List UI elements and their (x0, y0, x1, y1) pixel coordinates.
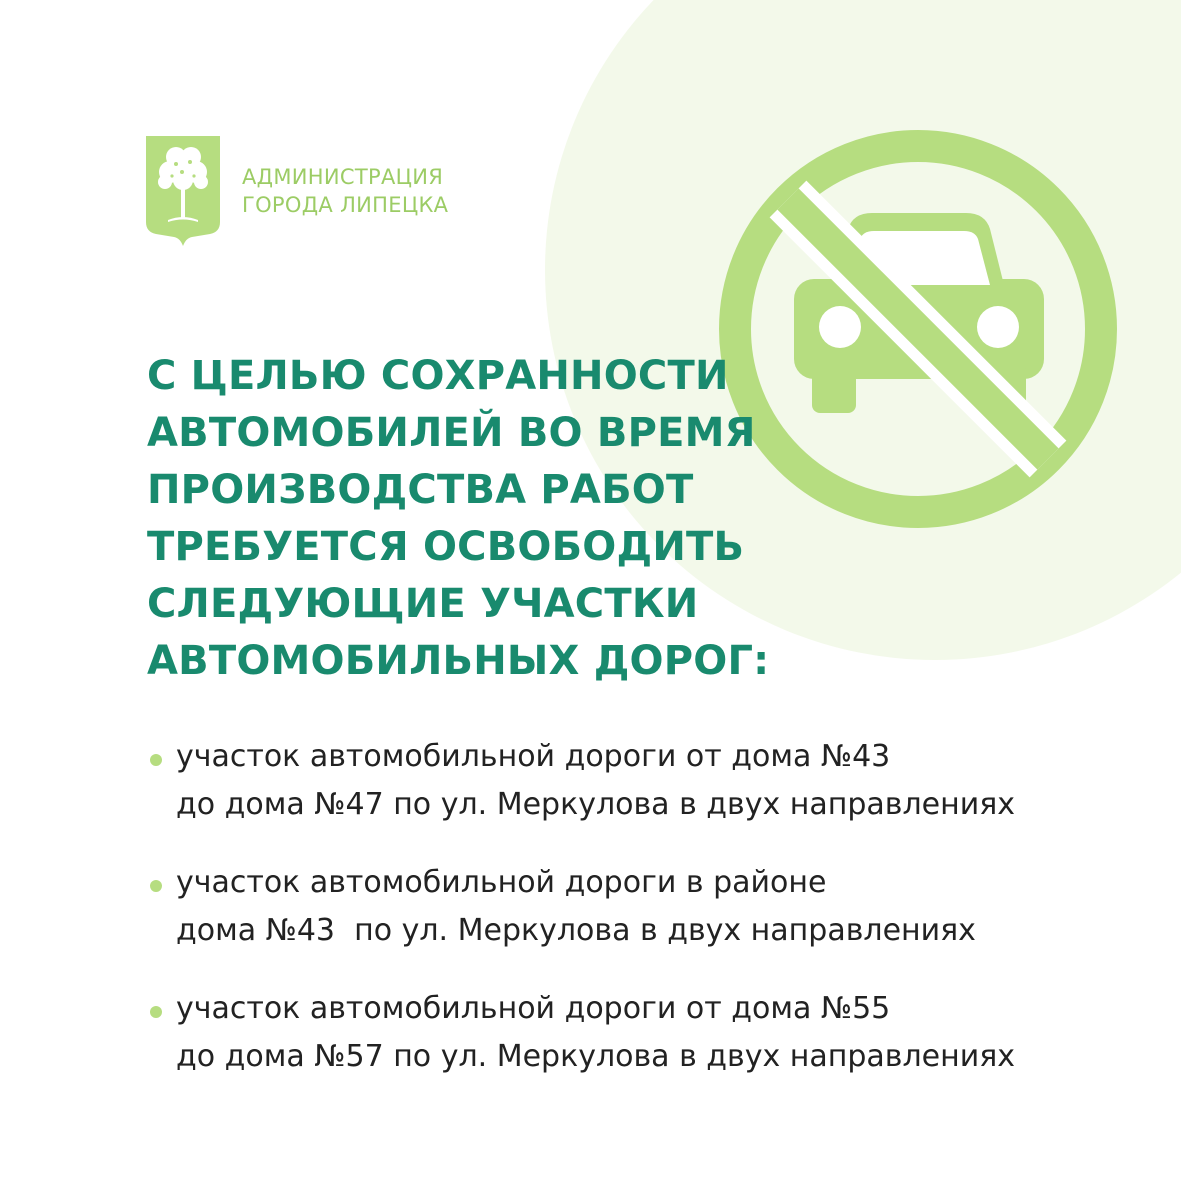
bullet-dot (150, 1006, 162, 1018)
list-item (146, 985, 1146, 1081)
list-item-line-1: участок автомобильной дороги в районе (176, 865, 827, 900)
headline-line: С ЦЕЛЬЮ СОХРАННОСТИ (147, 353, 729, 399)
headline-line: ПРОИЗВОДСТВА РАБОТ (147, 467, 694, 513)
headline (147, 348, 770, 690)
road-sections-list (146, 733, 1146, 1111)
administration-logo (146, 136, 448, 246)
headline-line: АВТОМОБИЛЬНЫХ ДОРОГ: (147, 638, 770, 684)
headline-line: ТРЕБУЕТСЯ ОСВОБОДИТЬ (147, 524, 745, 570)
bullet-dot (150, 880, 162, 892)
no-cars-icon (716, 127, 1120, 531)
bullet-dot (150, 754, 162, 766)
headline-line: СЛЕДУЮЩИЕ УЧАСТКИ (147, 581, 699, 627)
list-item-line-2: дома №43 по ул. Меркулова в двух направлениях (176, 913, 976, 948)
list-item-line-2: до дома №47 по ул. Меркулова в двух направлениях (176, 787, 1016, 822)
logo-line-2: ГОРОДА ЛИПЕЦКА (242, 193, 449, 217)
coat-of-arms-tree-icon (146, 136, 220, 246)
list-item (146, 733, 1146, 829)
list-item (146, 859, 1146, 955)
list-item-line-1: участок автомобильной дороги от дома №55 (176, 991, 891, 1026)
logo-text (242, 163, 448, 219)
list-item-line-1: участок автомобильной дороги от дома №43 (176, 739, 891, 774)
list-item-text (176, 859, 1146, 955)
list-item-text (176, 733, 1146, 829)
list-item-text (176, 985, 1146, 1081)
headline-line: АВТОМОБИЛЕЙ ВО ВРЕМЯ (147, 410, 756, 456)
list-item-line-2: до дома №57 по ул. Меркулова в двух направлениях (176, 1039, 1016, 1074)
logo-line-1: АДМИНИСТРАЦИЯ (242, 165, 444, 189)
